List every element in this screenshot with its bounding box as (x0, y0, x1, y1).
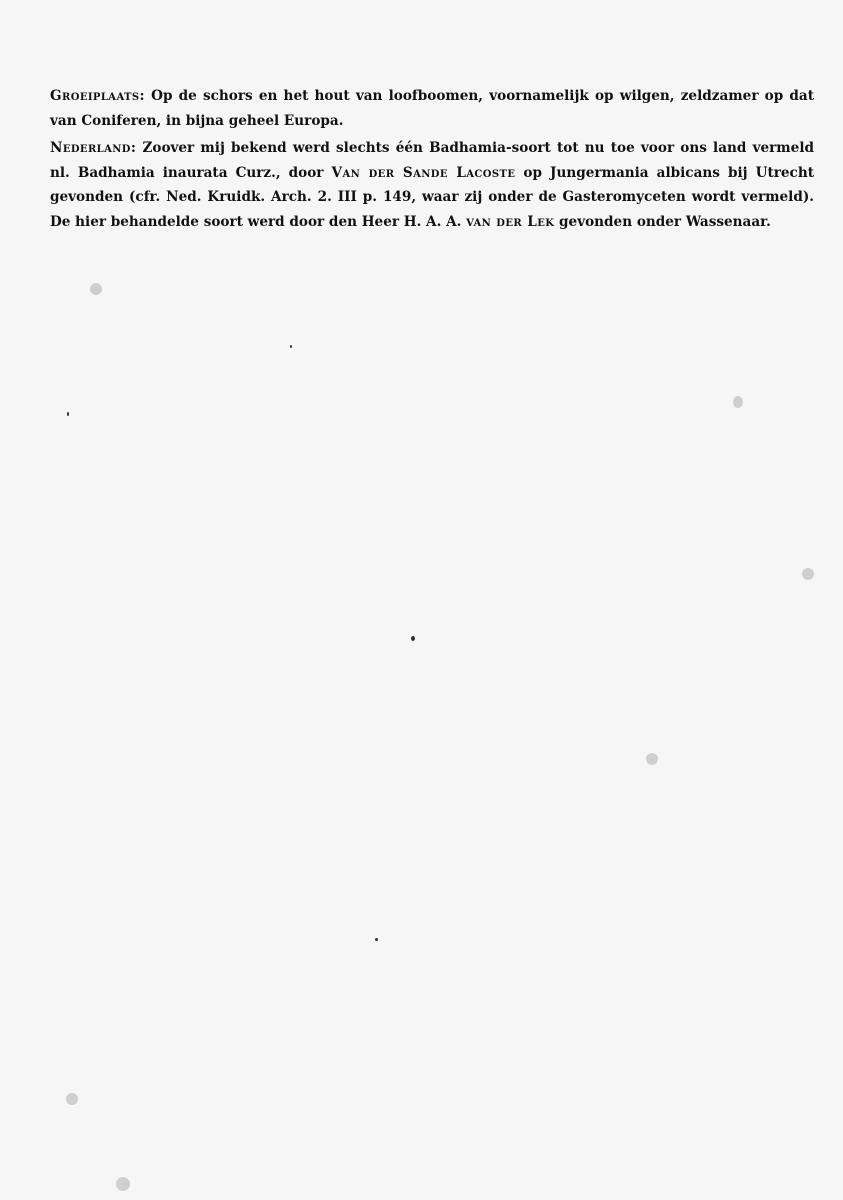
paragraph-text: gevonden onder Wassenaar. (554, 213, 771, 230)
author-name: Van der Sande Lacoste (331, 164, 516, 181)
scan-blemish (733, 396, 743, 408)
collector-name: van der Lek (466, 213, 555, 230)
scan-blemish (802, 568, 814, 580)
paragraph-text: Zoover mij bekend werd slechts één Badhamia-soort tot nu toe voor ons land vermeld nl. Badhamia inaurata Curz., door (50, 140, 814, 181)
section-heading-nederland: Nederland: (50, 140, 137, 156)
paragraph-text: op Jungermania albicans bij Utrecht gevonden (cfr. Ned. Kruidk. Arch. 2. III p. 149, waar zij onder de Gasteromyceten wordt vermeld). De hier behandelde soort werd door den Heer H. A. A. (50, 164, 814, 230)
scan-blemish (66, 1093, 78, 1105)
scan-speck (411, 636, 415, 641)
paragraph-groeiplaats (50, 84, 814, 133)
scan-speck (290, 345, 292, 348)
paragraph-nederland (50, 136, 814, 234)
body-text (50, 84, 814, 237)
scan-blemish (116, 1177, 130, 1191)
scan-speck (375, 938, 378, 941)
section-heading-groeiplaats: Groeiplaats: (50, 88, 145, 104)
scan-speck (67, 412, 69, 416)
paragraph-text: Op de schors en het hout van loofboomen, voornamelijk op wilgen, zeldzamer op dat van Coniferen, in bijna geheel Europa. (50, 88, 814, 129)
scan-blemish (90, 283, 102, 295)
scan-blemish (646, 753, 658, 765)
